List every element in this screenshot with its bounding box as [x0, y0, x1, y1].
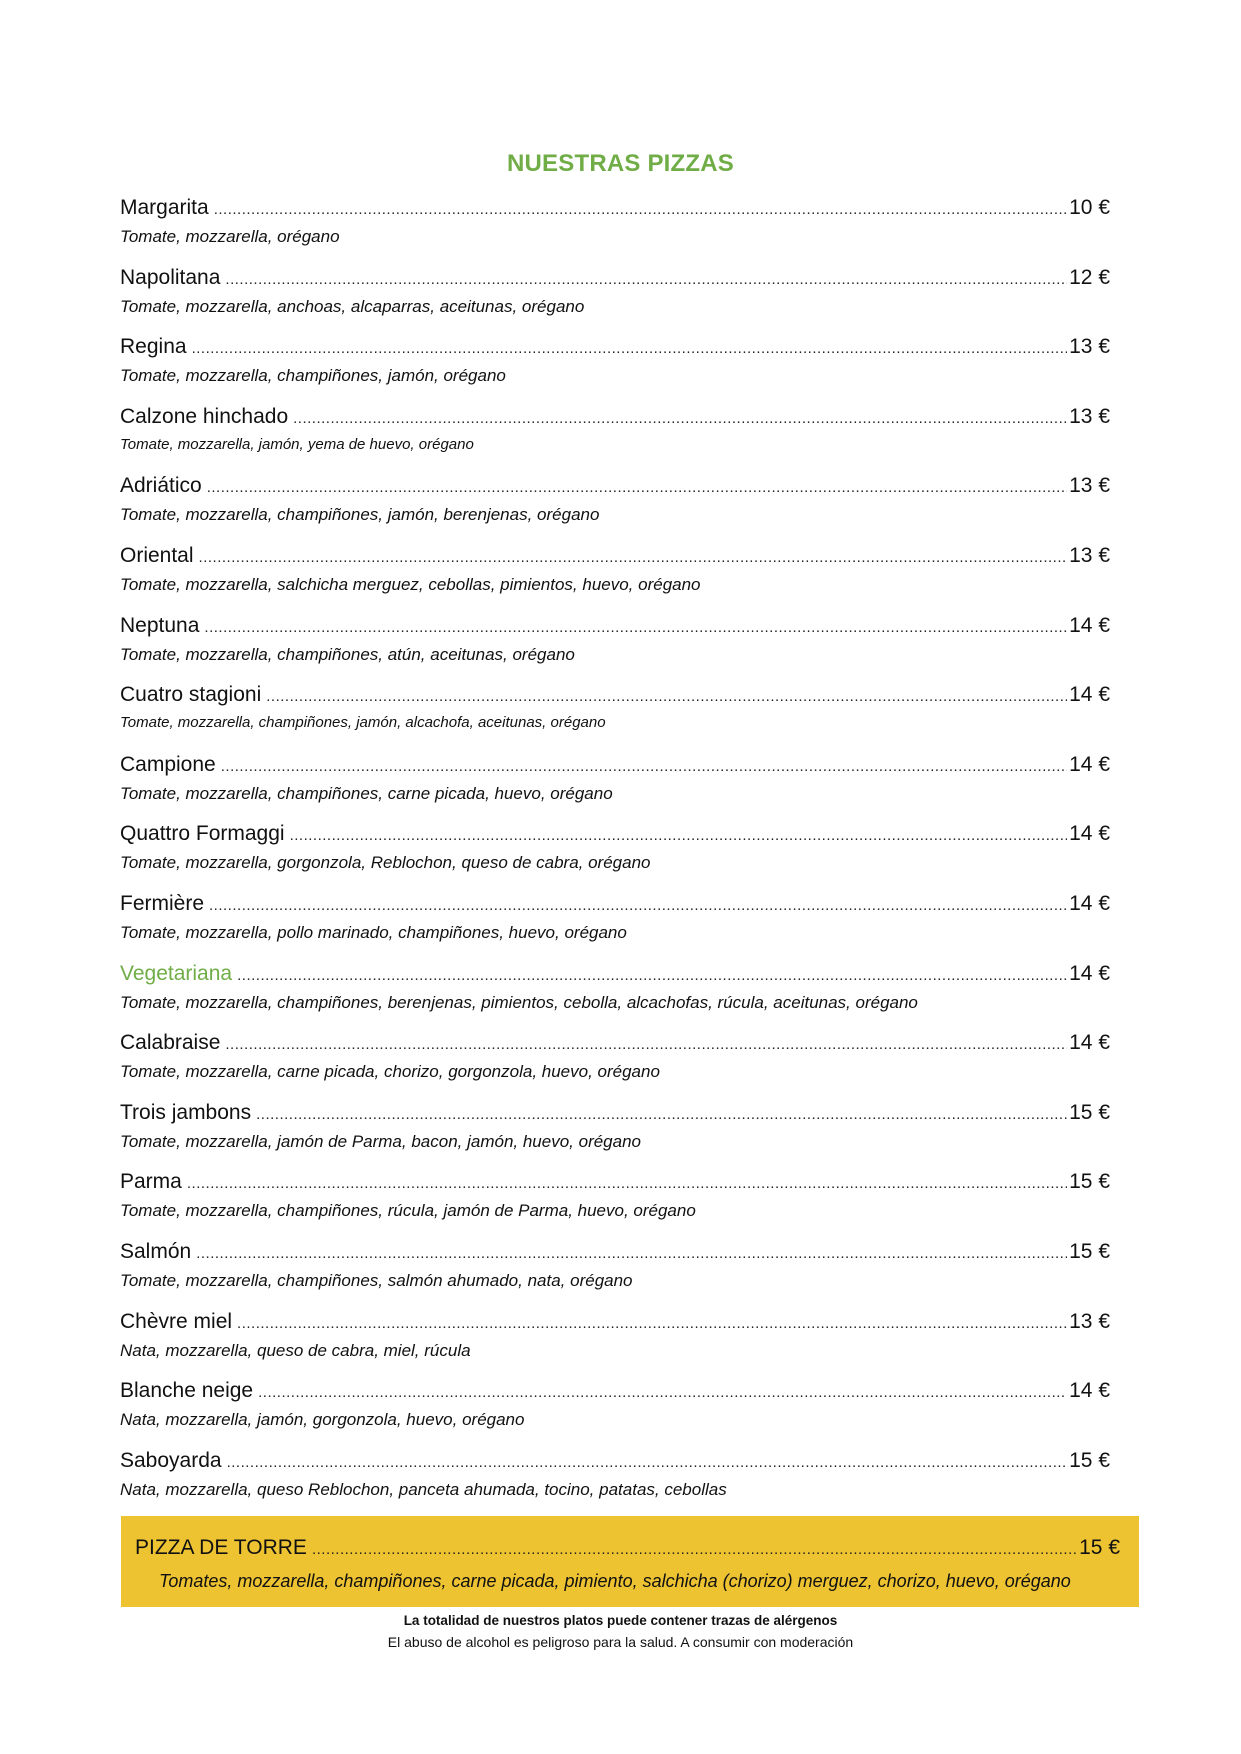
- dot-leader: [187, 1175, 1067, 1192]
- pizza-price: 15 €: [1069, 1170, 1110, 1194]
- allergens-notice: La totalidad de nuestros platos puede contener trazas de alérgenos: [403, 1613, 838, 1628]
- pizza-row: [120, 405, 1110, 435]
- special-pizza-price: 15 €: [1079, 1536, 1120, 1559]
- pizza-name: Blanche neige: [120, 1379, 254, 1403]
- pizza-item: [120, 405, 1110, 475]
- dot-leader: [199, 549, 1068, 566]
- pizza-row: [120, 683, 1110, 713]
- pizza-name: Neptuna: [120, 613, 200, 637]
- dot-leader: [221, 758, 1067, 775]
- pizza-price: 13 €: [1069, 474, 1110, 498]
- dot-leader: [258, 1384, 1067, 1401]
- pizza-item: [120, 196, 1110, 266]
- pizza-row: [120, 266, 1110, 296]
- pizza-ingredients: Tomate, mozzarella, gorgonzola, Reblochon, queso de cabra, orégano: [120, 853, 651, 873]
- pizza-price: 14 €: [1069, 1031, 1110, 1055]
- dot-leader: [214, 201, 1067, 218]
- pizza-row: [120, 1379, 1110, 1409]
- pizza-row: [120, 753, 1110, 783]
- pizza-name: Cuatro stagioni: [120, 683, 262, 707]
- pizza-row: [120, 1031, 1110, 1061]
- page-title: NUESTRAS PIZZAS: [506, 150, 734, 177]
- dot-leader: [290, 827, 1068, 844]
- alcohol-notice: El abuso de alcohol es peligroso para la salud. A consumir con moderación: [387, 1634, 854, 1650]
- pizza-price: 15 €: [1069, 1448, 1110, 1472]
- pizza-item: [120, 962, 1110, 1032]
- pizza-row: [120, 335, 1110, 365]
- pizza-ingredients: Tomate, mozzarella, orégano: [120, 227, 340, 246]
- pizza-item: [120, 1240, 1110, 1310]
- pizza-ingredients: Tomate, mozzarella, champiñones, rúcula, jamón de Parma, huevo, orégano: [120, 1201, 696, 1221]
- pizza-row: [120, 1449, 1110, 1479]
- pizza-item: [120, 892, 1110, 962]
- pizza-price: 14 €: [1069, 891, 1110, 915]
- pizza-name: Vegetariana: [120, 961, 233, 985]
- pizza-price: 14 €: [1069, 752, 1110, 776]
- dot-leader: [312, 1541, 1077, 1558]
- pizza-item: [120, 683, 1110, 753]
- dot-leader: [266, 688, 1067, 705]
- pizza-name: Fermière: [120, 891, 205, 915]
- dot-leader: [196, 1245, 1067, 1262]
- pizza-price: 14 €: [1069, 1379, 1110, 1403]
- pizza-row: [120, 474, 1110, 504]
- pizza-ingredients: Tomate, mozzarella, salchicha merguez, cebollas, pimientos, huevo, orégano: [120, 574, 701, 594]
- pizza-item: [120, 1379, 1110, 1449]
- pizza-ingredients: Tomate, mozzarella, champiñones, berenjenas, pimientos, cebolla, alcachofas, rúcula, aceitunas, orégano: [120, 992, 918, 1012]
- dot-leader: [237, 967, 1067, 984]
- pizza-ingredients: Tomate, mozzarella, champiñones, atún, aceitunas, orégano: [120, 644, 575, 664]
- pizza-price: 13 €: [1069, 335, 1110, 359]
- special-pizza-ingredients: Tomates, mozzarella, champiñones, carne picada, pimiento, salchicha (chorizo) merguez, chorizo, huevo, orégano: [159, 1571, 1071, 1591]
- special-pizza-name: PIZZA DE TORRE: [135, 1536, 307, 1559]
- pizza-ingredients: Nata, mozzarella, queso Reblochon, panceta ahumada, tocino, patatas, cebollas: [120, 1479, 727, 1499]
- pizza-row: [120, 196, 1110, 226]
- pizza-item: [120, 544, 1110, 614]
- pizza-ingredients: Tomate, mozzarella, champiñones, jamón, berenjenas, orégano: [120, 505, 600, 525]
- pizza-ingredients: Tomate, mozzarella, jamón, yema de huevo, orégano: [120, 435, 474, 453]
- pizza-ingredients: Tomate, mozzarella, pollo marinado, champiñones, huevo, orégano: [120, 922, 627, 942]
- dot-leader: [209, 897, 1067, 914]
- pizza-name: Napolitana: [120, 265, 221, 289]
- pizza-row: [120, 1170, 1110, 1200]
- pizza-ingredients: Nata, mozzarella, jamón, gorgonzola, huevo, orégano: [120, 1410, 525, 1430]
- dot-leader: [293, 410, 1067, 427]
- pizza-name: Trois jambons: [120, 1100, 252, 1124]
- pizza-row: [120, 1310, 1110, 1340]
- pizza-price: 15 €: [1069, 1239, 1110, 1263]
- pizza-price: 14 €: [1069, 613, 1110, 637]
- pizza-item: [120, 753, 1110, 823]
- pizza-item: [120, 1449, 1110, 1519]
- pizza-item: [120, 1031, 1110, 1101]
- pizza-price: 15 €: [1069, 1100, 1110, 1124]
- pizza-name: Salmón: [120, 1239, 192, 1263]
- dot-leader: [256, 1106, 1067, 1123]
- pizza-row: [120, 544, 1110, 574]
- pizza-ingredients: Tomate, mozzarella, jamón de Parma, bacon, jamón, huevo, orégano: [120, 1131, 641, 1151]
- dot-leader: [225, 271, 1067, 288]
- pizza-price: 13 €: [1069, 543, 1110, 567]
- pizza-item: [120, 1310, 1110, 1380]
- dot-leader: [204, 619, 1067, 636]
- pizza-ingredients: Nata, mozzarella, queso de cabra, miel, rúcula: [120, 1340, 471, 1360]
- pizza-name: Margarita: [120, 196, 209, 219]
- dot-leader: [207, 479, 1067, 496]
- pizza-name: Calzone hinchado: [120, 404, 289, 428]
- pizza-row: [120, 614, 1110, 644]
- pizza-name: Quattro Formaggi: [120, 822, 285, 846]
- pizza-ingredients: Tomate, mozzarella, anchoas, alcaparras, aceitunas, orégano: [120, 296, 585, 316]
- pizza-name: Adriático: [120, 474, 202, 498]
- pizza-name: Saboyarda: [120, 1448, 222, 1472]
- pizza-ingredients: Tomate, mozzarella, champiñones, carne picada, huevo, orégano: [120, 783, 613, 803]
- pizza-price: 10 €: [1069, 196, 1110, 219]
- pizza-price: 14 €: [1069, 961, 1110, 985]
- pizza-ingredients: Tomate, mozzarella, champiñones, salmón ahumado, nata, orégano: [120, 1270, 633, 1290]
- special-pizza-box: [121, 1516, 1139, 1607]
- pizza-row: [120, 1240, 1110, 1270]
- pizza-row: [120, 962, 1110, 992]
- special-pizza-row: [135, 1536, 1120, 1566]
- pizza-item: [120, 335, 1110, 405]
- pizza-item: [120, 266, 1110, 336]
- dot-leader: [237, 1315, 1067, 1332]
- pizza-name: Calabraise: [120, 1031, 221, 1055]
- pizza-name: Oriental: [120, 543, 194, 567]
- dot-leader: [225, 1036, 1067, 1053]
- pizza-row: [120, 822, 1110, 852]
- pizza-ingredients: Tomate, mozzarella, champiñones, jamón, alcachofa, aceitunas, orégano: [120, 714, 606, 732]
- pizza-item: [120, 474, 1110, 544]
- pizza-price: 13 €: [1069, 404, 1110, 428]
- pizza-name: Campione: [120, 752, 216, 776]
- pizza-price: 14 €: [1069, 683, 1110, 707]
- pizza-item: [120, 1170, 1110, 1240]
- pizza-row: [120, 892, 1110, 922]
- pizza-price: 14 €: [1069, 822, 1110, 846]
- pizza-row: [120, 1101, 1110, 1131]
- pizza-item: [120, 614, 1110, 684]
- pizza-item: [120, 1101, 1110, 1171]
- pizza-price: 13 €: [1069, 1309, 1110, 1333]
- pizza-name: Parma: [120, 1170, 182, 1194]
- pizza-ingredients: Tomate, mozzarella, carne picada, chorizo, gorgonzola, huevo, orégano: [120, 1062, 660, 1082]
- pizza-menu-list: [120, 196, 1110, 1518]
- pizza-price: 12 €: [1069, 265, 1110, 289]
- pizza-ingredients: Tomate, mozzarella, champiñones, jamón, orégano: [120, 366, 506, 386]
- pizza-item: [120, 822, 1110, 892]
- dot-leader: [192, 340, 1068, 357]
- pizza-name: Chèvre miel: [120, 1309, 233, 1333]
- pizza-name: Regina: [120, 335, 187, 359]
- dot-leader: [227, 1454, 1068, 1471]
